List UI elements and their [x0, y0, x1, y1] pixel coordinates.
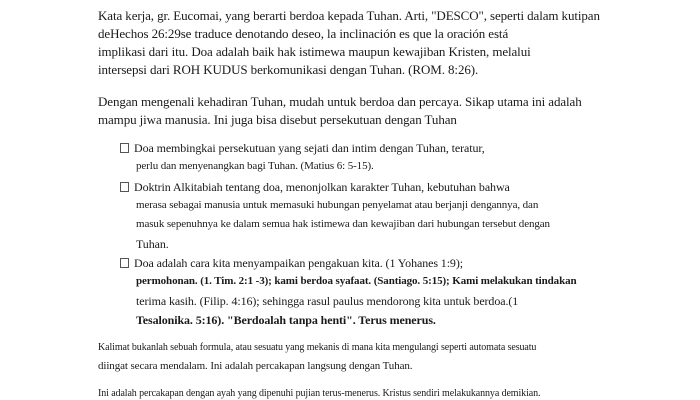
bullet-box-icon [120, 143, 129, 153]
para4-line-1: Ini adalah percakapan dengan ayah yang dipenuhi pujian terus-menerus. Kristus sendiri melakukannya demikian. [98, 388, 541, 399]
bullet-2-line-2: merasa sebagai manusia untuk memasuki hubungan penyelamat atau berjanji dengannya, dan [136, 199, 539, 211]
bullet-1-line-1: Doa membingkai persekutuan yang sejati dan intim dengan Tuhan, teratur, [134, 141, 485, 155]
bullet-3-line-3: terima kasih. (Filip. 4:16); sehingga rasul paulus mendorong kita untuk berdoa.(1 [136, 294, 519, 308]
para3-line-1: Kalimat bukanlah sebuah formula, atau sesuatu yang mekanis di mana kita mengulangi seperti automata sesuatu [98, 342, 537, 353]
para2-line-2: mampu jiwa manusia. Ini juga bisa disebut persekutuan dengan Tuhan [98, 112, 457, 127]
bullet-1-line-2: perlu dan menyenangkan bagi Tuhan. (Matius 6: 5-15). [136, 160, 374, 172]
bullet-2-line-4: Tuhan. [136, 237, 169, 251]
bullet-3-line-1: Doa adalah cara kita menyampaikan pengakuan kita. (1 Yohanes 1:9); [134, 256, 463, 270]
bullet-3-line-4: Tesalonika. 5:16). "Berdoalah tanpa henti". Terus menerus. [136, 313, 436, 327]
para3-line-2: diingat secara mendalam. Ini adalah percakapan langsung dengan Tuhan. [98, 360, 413, 372]
bullet-2-line-3: masuk sepenuhnya ke dalam semua hak istimewa dan kewajiban dari hubungan tersebut dengan [136, 218, 550, 230]
intro-line-1: Kata kerja, gr. Eucomai, yang berarti berdoa kepada Tuhan. Arti, "DESCO", seperti dalam kutipan [98, 8, 600, 23]
intro-line-2: deHechos 26:29se traduce denotando deseo, la inclinación es que la oración está [98, 26, 509, 41]
bullet-item-2 [120, 180, 510, 195]
bullet-box-icon [120, 258, 129, 268]
intro-line-4: intersepsi dari ROH KUDUS berkomunikasi dengan Tuhan. (ROM. 8:26). [98, 62, 479, 77]
para2-line-1: Dengan mengenali kehadiran Tuhan, mudah untuk berdoa dan percaya. Sikap utama ini adalah [98, 94, 582, 109]
bullet-box-icon [120, 182, 129, 192]
bullet-3-line-2: permohonan. (1. Tim. 2:1 -3); kami berdoa syafaat. (Santiago. 5:15); Kami melakukan tindakan [136, 275, 577, 287]
intro-line-3: implikasi dari itu. Doa adalah baik hak istimewa maupun kewajiban Kristen, melalui [98, 44, 531, 59]
bullet-2-line-1: Doktrin Alkitabiah tentang doa, menonjolkan karakter Tuhan, kebutuhan bahwa [134, 180, 510, 194]
bullet-item-3 [120, 256, 463, 271]
bullet-item-1 [120, 141, 485, 156]
